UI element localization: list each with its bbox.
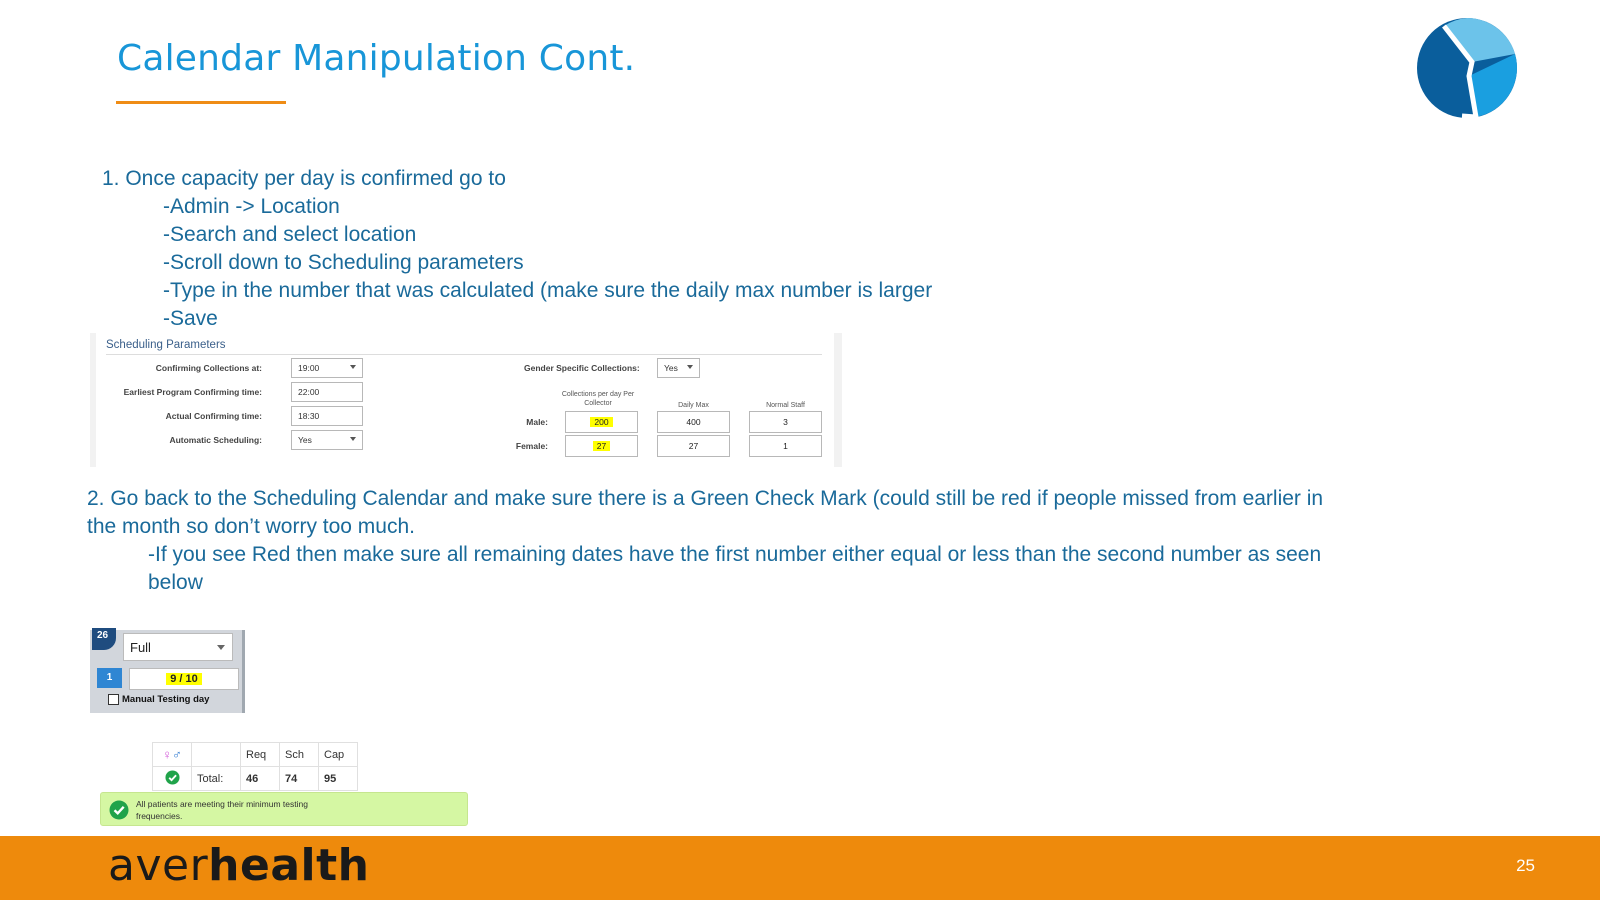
column-header: Cap <box>319 743 358 767</box>
step1-instructions <box>102 165 932 333</box>
cap-value: 95 <box>319 767 358 791</box>
header-divider <box>106 354 822 355</box>
row-label: Male: <box>526 417 548 427</box>
checkbox-label: Manual Testing day <box>122 694 210 705</box>
earliest-confirming-time-input[interactable]: 22:00 <box>291 382 363 402</box>
column-header: Sch <box>280 743 319 767</box>
footer-bar <box>0 836 1600 900</box>
manual-testing-day-checkbox[interactable] <box>108 694 209 705</box>
checkbox-icon <box>108 694 119 705</box>
req-value: 46 <box>241 767 280 791</box>
column-header: Collections per day Per Collector <box>561 391 635 407</box>
male-daily-max-input[interactable]: 400 <box>657 411 730 433</box>
step1-item: -Scroll down to Scheduling parameters <box>163 251 524 274</box>
success-message-bar <box>100 792 468 826</box>
gender-specific-select[interactable]: Yes <box>657 358 700 378</box>
table-row <box>153 743 358 767</box>
step2-text: 2. Go back to the Scheduling Calendar and make sure there is a Green Check Mark (could still be red if people missed from earlier in the month so don’t worry too much. <box>87 487 1324 538</box>
row-label: Female: <box>515 441 548 451</box>
sch-value: 74 <box>280 767 319 791</box>
confirming-collections-select[interactable]: 19:00 <box>291 358 363 378</box>
slide-title: Calendar Manipulation Cont. <box>117 38 636 79</box>
field-label: Actual Confirming time: <box>165 411 262 421</box>
field-label: Confirming Collections at: <box>155 363 262 373</box>
male-normal-staff-input[interactable]: 3 <box>749 411 822 433</box>
collector-count-badge: 1 <box>97 668 122 688</box>
column-header: Req <box>241 743 280 767</box>
brand-logo: averhealth <box>108 840 370 891</box>
female-normal-staff-input[interactable]: 1 <box>749 435 822 457</box>
green-check-icon <box>153 767 192 791</box>
step2-subtext: -If you see Red then make sure all remaining dates have the first number either equal or less than the second number as seen below <box>148 543 1322 594</box>
chevron-down-icon <box>217 645 225 650</box>
chevron-down-icon <box>350 365 356 369</box>
field-label: Earliest Program Confirming time: <box>123 387 262 397</box>
field-label: Automatic Scheduling: <box>169 435 262 445</box>
column-header: Daily Max <box>678 402 709 409</box>
table-row <box>153 767 358 791</box>
step2-instructions <box>87 485 1327 597</box>
scheduling-parameters-header: Scheduling Parameters <box>106 339 226 351</box>
title-underline <box>116 101 286 104</box>
chevron-down-icon <box>687 365 693 369</box>
check-circle-icon <box>109 800 129 820</box>
page-number: 25 <box>1516 856 1535 875</box>
scheduled-capacity-ratio: 9 / 10 <box>129 668 239 690</box>
column-header: Normal Staff <box>766 402 805 409</box>
summary-table <box>152 742 358 791</box>
step1-item: -Search and select location <box>163 223 417 246</box>
step1-item: -Admin -> Location <box>163 195 340 218</box>
female-daily-max-input[interactable]: 27 <box>657 435 730 457</box>
gender-specific-label: Gender Specific Collections: <box>524 363 640 373</box>
scheduling-parameters-screenshot <box>90 333 842 467</box>
step1-item: -Save <box>163 307 218 330</box>
total-label: Total: <box>192 767 241 791</box>
averhealth-logo-icon <box>1414 16 1520 120</box>
day-status-select[interactable]: Full <box>123 633 233 661</box>
actual-confirming-time-input[interactable]: 18:30 <box>291 406 363 426</box>
chevron-down-icon <box>350 437 356 441</box>
calendar-cell-screenshot <box>90 630 245 713</box>
automatic-scheduling-select[interactable]: Yes <box>291 430 363 450</box>
step1-heading: 1. Once capacity per day is confirmed go to <box>102 167 506 190</box>
male-per-collector-input[interactable]: 200 <box>565 411 638 433</box>
day-number-badge: 26 <box>92 628 116 650</box>
gender-symbol-icon: ♀♂ <box>153 743 192 767</box>
success-message: All patients are meeting their minimum testing frequencies. <box>136 799 308 821</box>
step1-item: -Type in the number that was calculated (make sure the daily max number is larger <box>163 279 933 302</box>
female-per-collector-input[interactable]: 27 <box>565 435 638 457</box>
